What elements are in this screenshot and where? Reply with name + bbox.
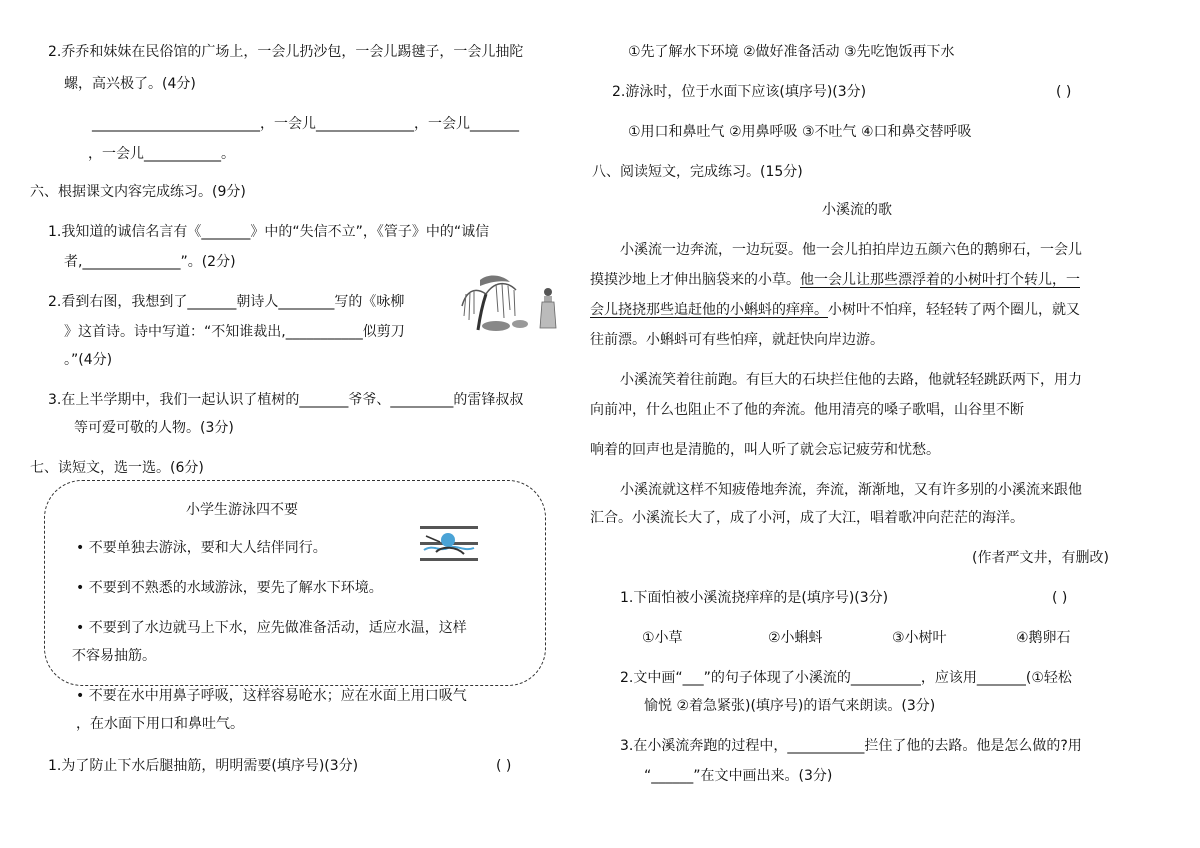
q7-2: 2.游泳时，位于水面下应该(填序号)(3分) (612, 84, 867, 100)
section-7-title: 七、读短文，选一选。(6分) (30, 460, 204, 476)
q8-3-line1: 3.在小溪流奔跑的过程中，___________拦住了他的去路。他是怎么做的?用 (620, 738, 1082, 754)
p3-line1: 小溪流就这样不知疲倦地奔流，奔流，渐渐地，又有许多别的小溪流来跟他 (620, 482, 1082, 498)
q8-1-option-4: ④鹅卵石 (1016, 630, 1071, 646)
rule-4-line1: • 不要在水中用鼻子呼吸，这样容易呛水；应在水面上用口吸气 (76, 688, 467, 704)
q7-2-options: ①用口和鼻吐气 ②用鼻呼吸 ③不吐气 ④口和鼻交替呼吸 (628, 124, 972, 140)
q7-1-options: ①先了解水下环境 ②做好准备活动 ③先吃饱饭再下水 (628, 44, 955, 60)
p3-line2: 汇合。小溪流长大了，成了小河，成了大江，唱着歌冲向茫茫的海洋。 (590, 510, 1024, 526)
q6-1-line2: 者,______________”。(2分) (64, 254, 236, 270)
q8-2-line1: 2.文中画“___”的句子体现了小溪流的__________，应该用_______(①轻松 (620, 670, 1072, 686)
q6-1-line1: 1.我知道的诚信名言有《_______》中的“失信不立”，《管子》中的“诚信 (48, 224, 490, 240)
q8-3-line2: “______”在文中画出来。(3分) (644, 768, 833, 784)
q7-1: 1.为了防止下水后腿抽筋，明明需要(填序号)(3分) (48, 758, 359, 774)
q8-1-option-1: ①小草 (642, 630, 683, 646)
q5-2-fill2: ，一会儿___________。 (88, 146, 235, 162)
rule-3-line2: 不容易抽筋。 (72, 648, 156, 664)
q5-2-fill1: ________________________，一会儿______________，一会儿_______ (92, 116, 519, 132)
q8-1: 1.下面怕被小溪流挠痒痒的是(填序号)(3分) (620, 590, 889, 606)
rule-1: • 不要单独去游泳，要和大人结伴同行。 (76, 540, 327, 556)
willow-poet-illustration (460, 272, 562, 334)
p1-line4: 往前漂。小蝌蚪可有些怕痒，就赶快向岸边游。 (590, 332, 884, 348)
article-title: 小溪流的歌 (822, 202, 892, 218)
q7-2-answer-paren: ( ) (1056, 84, 1072, 100)
swimmer-illustration (418, 522, 480, 572)
p1-line3 (590, 300, 1080, 320)
p1-line2-plain: 摸摸沙地上才伸出脑袋来的小草。 (590, 272, 800, 288)
q7-1-answer-paren: ( ) (496, 758, 512, 774)
rule-2: • 不要到不熟悉的水域游泳，要先了解水下环境。 (76, 580, 383, 596)
q5-2-line1: 2.乔乔和妹妹在民俗馆的广场上，一会儿扔沙包，一会儿踢毽子，一会儿抽陀 (48, 44, 524, 60)
section-6-title: 六、根据课文内容完成练习。(9分) (30, 184, 246, 200)
p1-line1: 小溪流一边奔流，一边玩耍。他一会儿拍拍岸边五颜六色的鹅卵石，一会儿 (620, 242, 1082, 258)
q5-2-line2: 螺，高兴极了。(4分) (64, 76, 196, 92)
section-8-title: 八、阅读短文，完成练习。(15分) (592, 164, 803, 180)
p1-underlined-sentence-part1: 他一会儿让那些漂浮着的小树叶打个转儿，一 (800, 272, 1080, 288)
p2-line2: 向前冲，什么也阻止不了他的奔流。他用清亮的嗓子歌唱，山谷里不断 (590, 402, 1024, 418)
q8-2-line2: 愉悦 ②着急紧张)(填序号)的语气来朗读。(3分) (644, 698, 936, 714)
q6-2-line2: 》这首诗。诗中写道：“不知谁裁出,___________似剪刀 (64, 324, 405, 340)
q6-3-line2: 等可爱可敬的人物。(3分) (74, 420, 234, 436)
p2-line1: 小溪流笑着往前跑。有巨大的石块拦住他的去路，他就轻轻跳跃两下，用力 (620, 372, 1082, 388)
p2-line3: 响着的回声也是清脆的，叫人听了就会忘记疲劳和忧愁。 (590, 442, 940, 458)
q6-3-line1: 3.在上半学期中，我们一起认识了植树的_______爷爷、_________的雷锋叔叔 (48, 392, 524, 408)
rule-4-line2: ，在水面下用口和鼻吐气。 (76, 716, 244, 732)
q6-2-line1: 2.看到右图，我想到了_______朝诗人________写的《咏柳 (48, 294, 405, 310)
p1-line2 (590, 270, 1080, 290)
rule-3-line1: • 不要到了水边就马上下水，应先做准备活动，适应水温，这样 (76, 620, 467, 636)
box-title: 小学生游泳四不要 (186, 502, 298, 518)
q8-1-option-2: ②小蝌蚪 (768, 630, 823, 646)
q8-1-answer-paren: ( ) (1052, 590, 1068, 606)
p1-line3-plain: 小树叶不怕痒，轻轻转了两个圈儿，就又 (828, 302, 1080, 318)
p1-underlined-sentence-part2: 会儿挠挠那些追赶他的小蝌蚪的痒痒。 (590, 302, 828, 318)
author-note: (作者严文井，有删改) (972, 550, 1109, 566)
q6-2-line3: 。”(4分) (64, 352, 113, 368)
q8-1-option-3: ③小树叶 (892, 630, 947, 646)
